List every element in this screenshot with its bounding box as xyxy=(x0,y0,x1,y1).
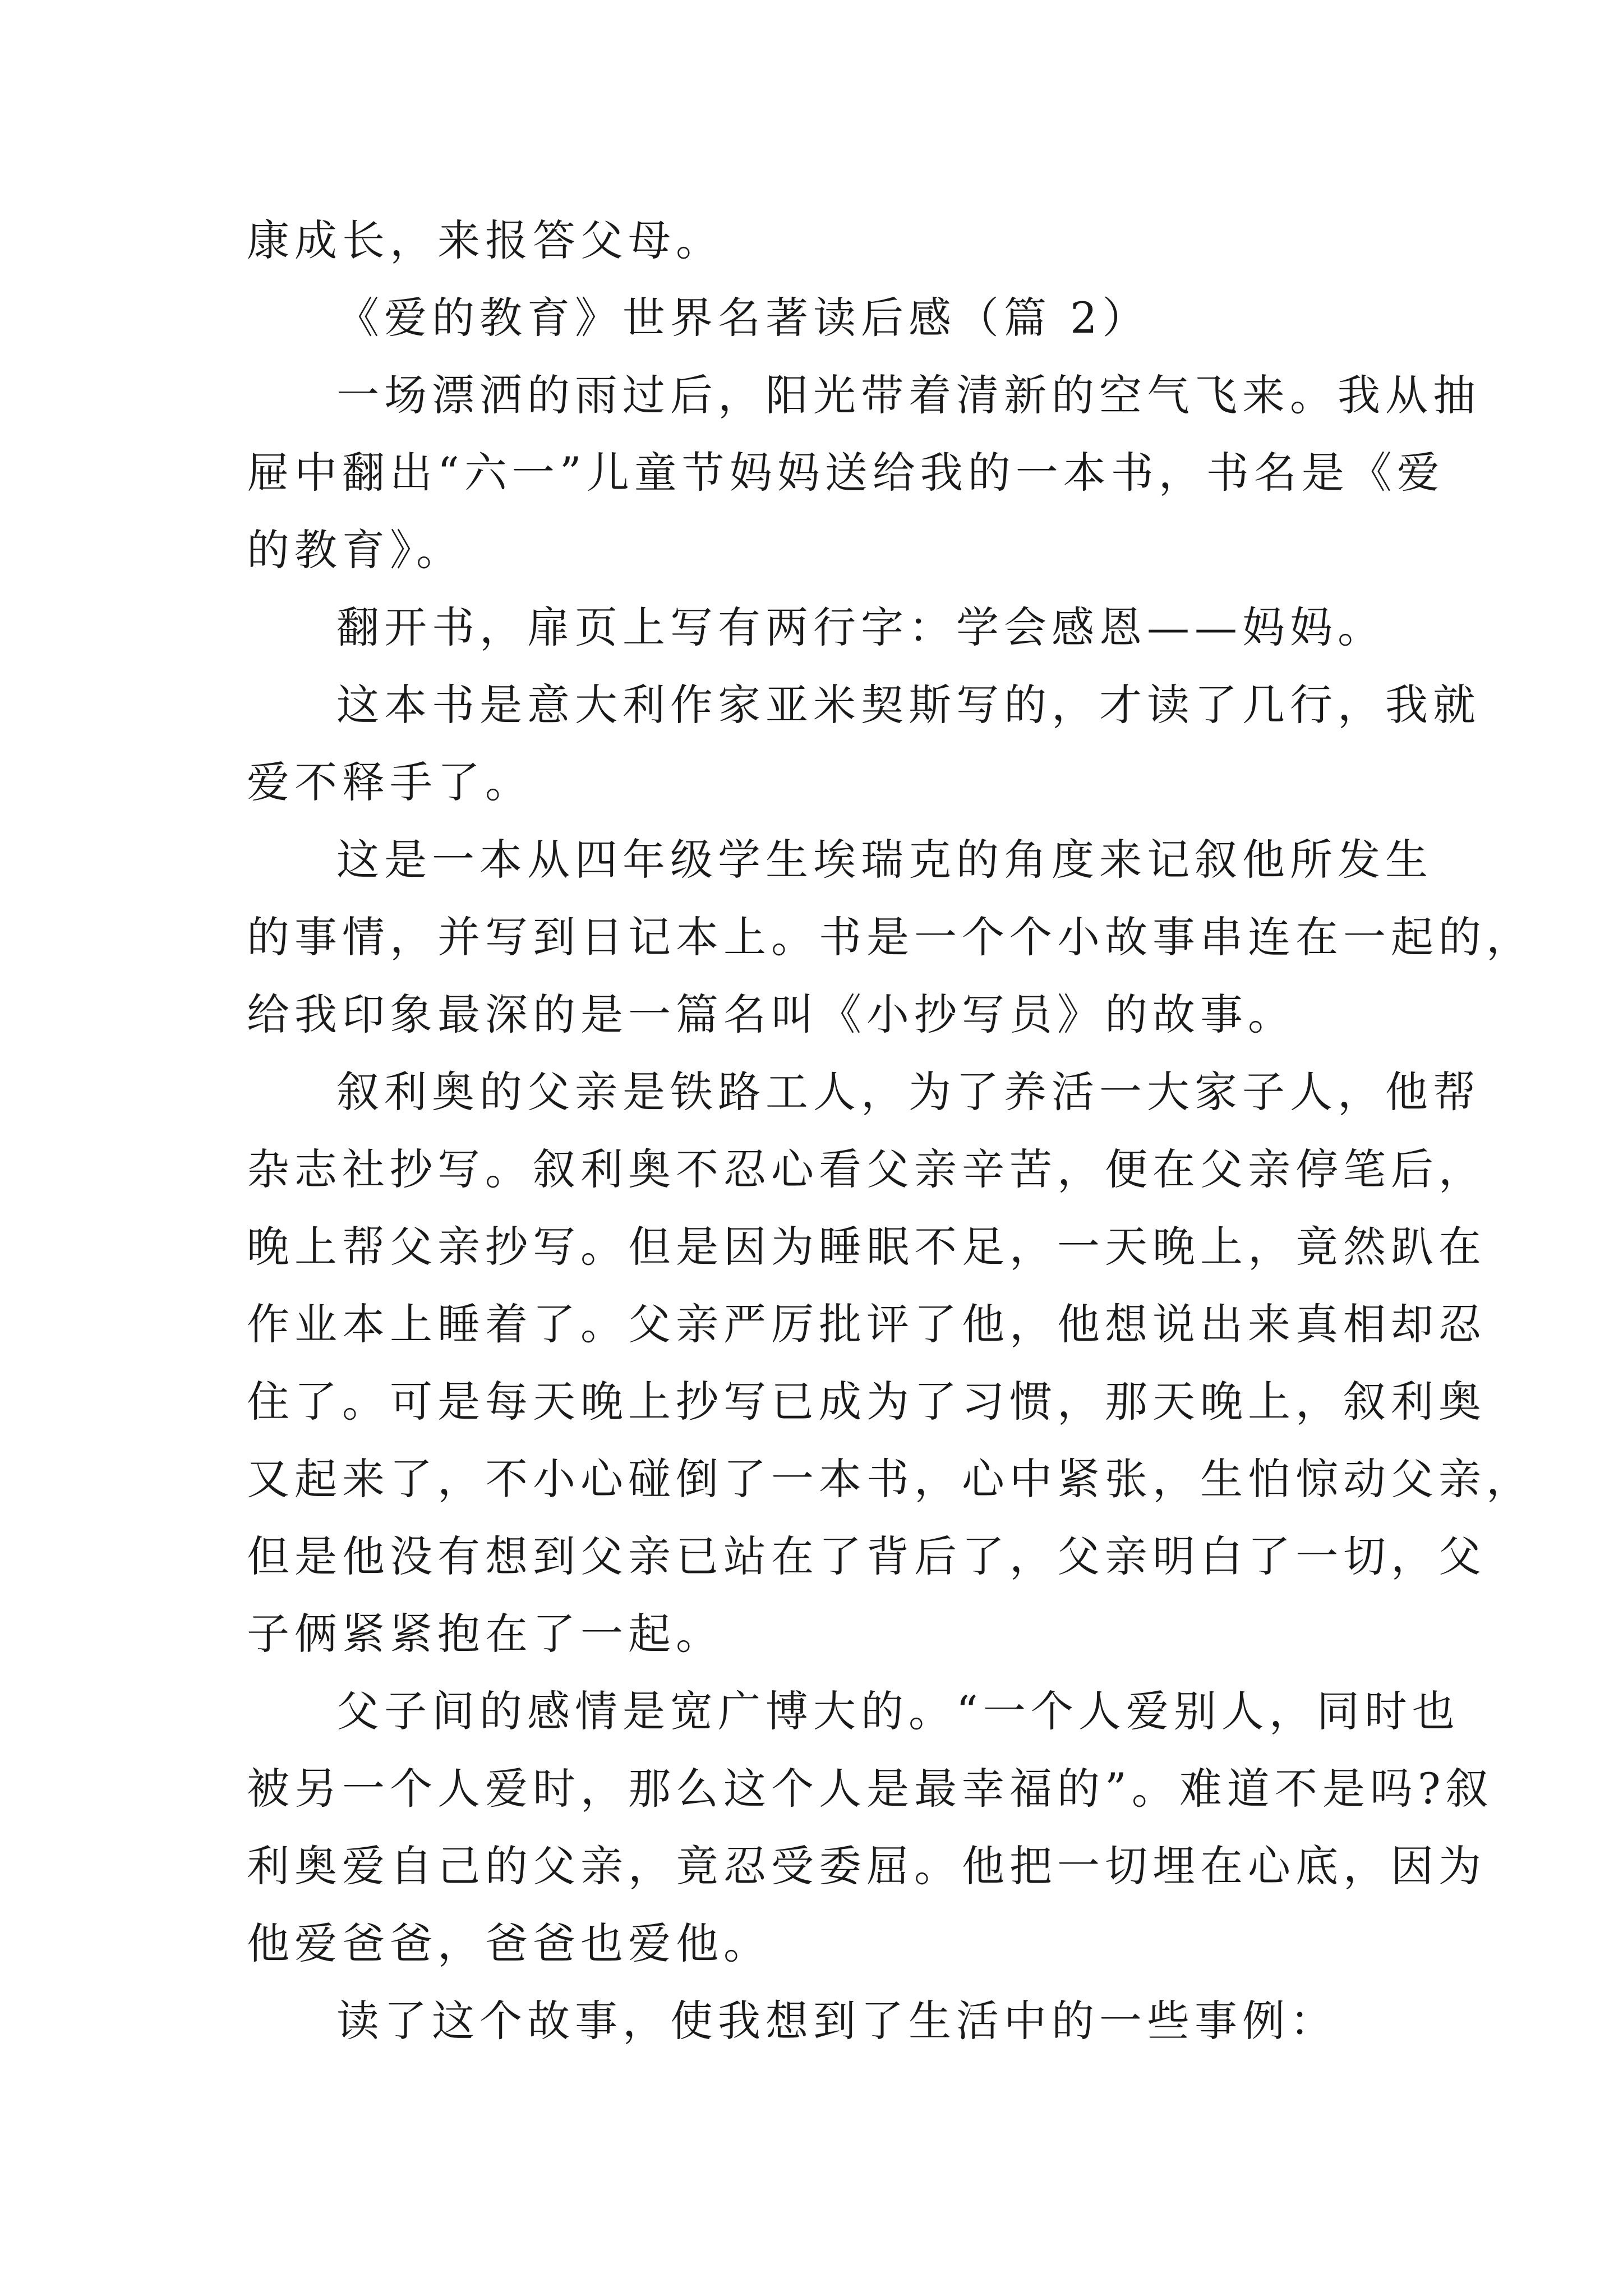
text-line: 晚上帮父亲抄写。但是因为睡眠不足，一天晚上，竟然趴在 xyxy=(247,1222,1486,1272)
text-line: 利奥爱自己的父亲，竟忍受委屈。他把一切埋在心底，因为 xyxy=(247,1841,1486,1891)
text-line: 叙利奥的父亲是铁路工人，为了养活一大家子人，他帮 xyxy=(336,1067,1481,1117)
text-line: 杂志社抄写。叙利奥不忍心看父亲辛苦，便在父亲停笔后， xyxy=(247,1144,1486,1194)
text-line: 给我印象最深的是一篇名叫《小抄写员》的故事。 xyxy=(247,990,1295,1039)
text-line: 的教育》。 xyxy=(247,525,464,575)
text-line: 翻开书，扉页上写有两行字：学会感恩——妈妈。 xyxy=(336,602,1385,652)
text-line: 康成长，来报答父母。 xyxy=(247,215,723,265)
text-line: 被另一个人爱时，那么这个人是最幸福的”。难道不是吗?叙 xyxy=(247,1764,1493,1814)
text-line: 父子间的感情是宽广博大的。“一个人爱别人，同时也 xyxy=(336,1686,1460,1736)
text-line: 住了。可是每天晚上抄写已成为了习惯，那天晚上，叙利奥 xyxy=(247,1377,1486,1427)
text-line: 但是他没有想到父亲已站在了背后了，父亲明白了一切，父 xyxy=(247,1531,1486,1581)
document-page xyxy=(247,202,1534,2060)
text-line: 屉中翻出“六一”儿童节妈妈送给我的一本书，书名是《爱 xyxy=(247,448,1445,498)
text-line: 这是一本从四年级学生埃瑞克的角度来记叙他所发生 xyxy=(336,835,1433,885)
text-line: 他爱爸爸，爸爸也爱他。 xyxy=(247,1918,771,1968)
text-line: 的事情，并写到日记本上。书是一个个小故事串连在一起的， xyxy=(247,912,1534,962)
text-line: 又起来了，不小心碰倒了一本书，心中紧张，生怕惊动父亲， xyxy=(247,1454,1534,1504)
text-line: 这本书是意大利作家亚米契斯写的，才读了几行，我就 xyxy=(336,680,1481,730)
text-line: 作业本上睡着了。父亲严厉批评了他，他想说出来真相却忍 xyxy=(247,1299,1486,1349)
text-line: 读了这个故事，使我想到了生活中的一些事例： xyxy=(336,1996,1338,2046)
text-line: 一场漂洒的雨过后，阳光带着清新的空气飞来。我从抽 xyxy=(336,370,1481,420)
text-line: 子俩紧紧抱在了一起。 xyxy=(247,1609,723,1659)
text-line: 爱不释手了。 xyxy=(247,757,533,807)
section-heading: 《爱的教育》世界名著读后感（篇 2） xyxy=(336,293,1150,343)
